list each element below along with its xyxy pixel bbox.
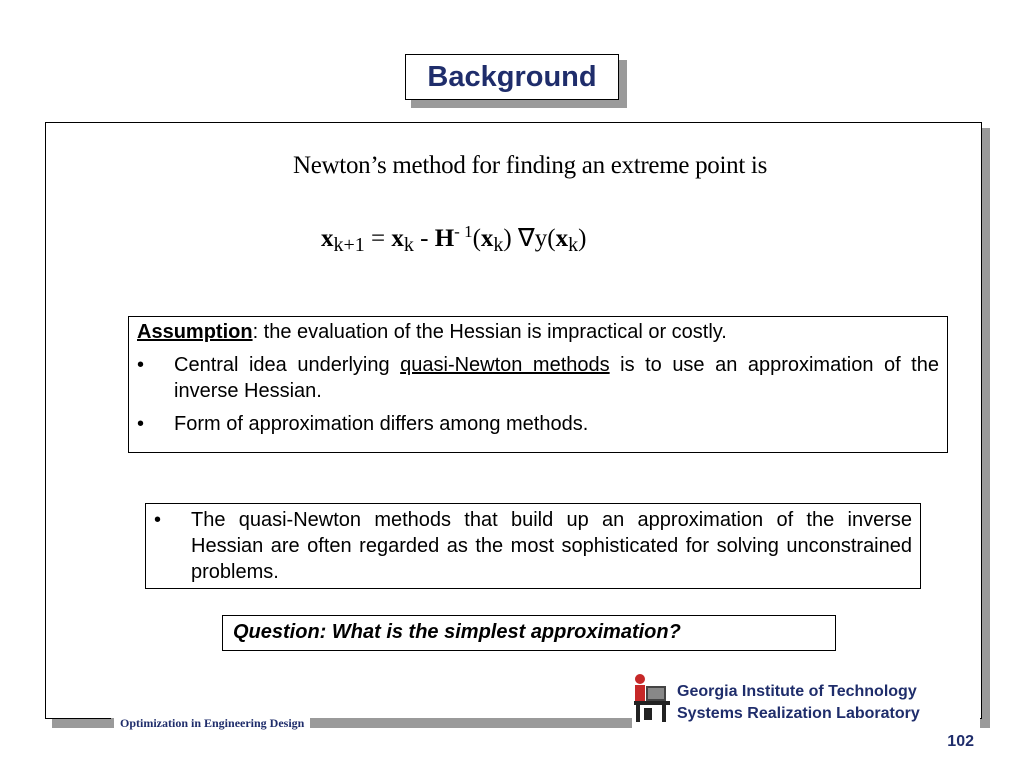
formula-close2: )	[578, 225, 587, 252]
organization-name	[677, 681, 920, 725]
formula-x1: x	[321, 225, 334, 252]
formula-nabla: ∇y(	[511, 225, 556, 252]
formula-sub-k1: k+1	[333, 234, 365, 256]
bullet-text: Form of approximation differs among methods.	[174, 413, 589, 435]
question-text: Question: What is the simplest approximation?	[233, 621, 681, 643]
bullet-dot: •	[154, 509, 162, 531]
formula-eq: =	[364, 225, 392, 252]
org-line-2: Systems Realization Laboratory	[677, 705, 920, 722]
bullet-text	[174, 352, 939, 404]
formula-close: )	[503, 225, 512, 252]
formula-x3: x	[480, 225, 494, 252]
list-item	[137, 352, 939, 404]
assumption-box	[128, 316, 948, 453]
question-box	[222, 615, 836, 651]
org-line-1: Georgia Institute of Technology	[677, 683, 917, 700]
formula-sub-k4: k	[568, 234, 579, 256]
bullet-dot: •	[137, 413, 145, 435]
bullet1-pre: Central idea underlying	[174, 354, 401, 376]
quasi-newton-box	[145, 503, 921, 589]
course-name: Optimization in Engineering Design	[114, 715, 310, 731]
bullet-dot: •	[137, 354, 145, 376]
intro-text: Newton’s method for finding an extreme point is	[293, 152, 767, 179]
slide-title: Background	[427, 60, 597, 93]
formula-minus: -	[413, 225, 435, 252]
assumption-text: : the evaluation of the Hessian is impractical or costly.	[252, 321, 727, 343]
list-item	[154, 507, 912, 585]
bullet-text: The quasi-Newton methods that build up an approximation of the inverse Hessian are often regarded as the most sophisticated for solving unconstrained problems.	[191, 509, 912, 583]
bullet1-post: is to use an approximation of the inverse Hessian.	[174, 354, 939, 402]
formula-sup: - 1	[454, 222, 473, 241]
formula-sub-k3: k	[493, 234, 504, 256]
person-at-desk-icon	[632, 672, 672, 724]
assumption-line	[137, 319, 939, 345]
formula-H: H	[434, 225, 455, 252]
formula-open: (	[472, 225, 481, 252]
formula-sub-k2: k	[403, 234, 414, 256]
quasi-newton-link: quasi-Newton methods	[400, 354, 610, 376]
page-number: 102	[947, 733, 974, 750]
list-item	[137, 411, 939, 437]
formula-x4: x	[555, 225, 569, 252]
title-box	[405, 54, 619, 100]
assumption-label: Assumption	[137, 321, 253, 343]
newton-formula	[321, 222, 586, 257]
formula-x2: x	[391, 225, 404, 252]
